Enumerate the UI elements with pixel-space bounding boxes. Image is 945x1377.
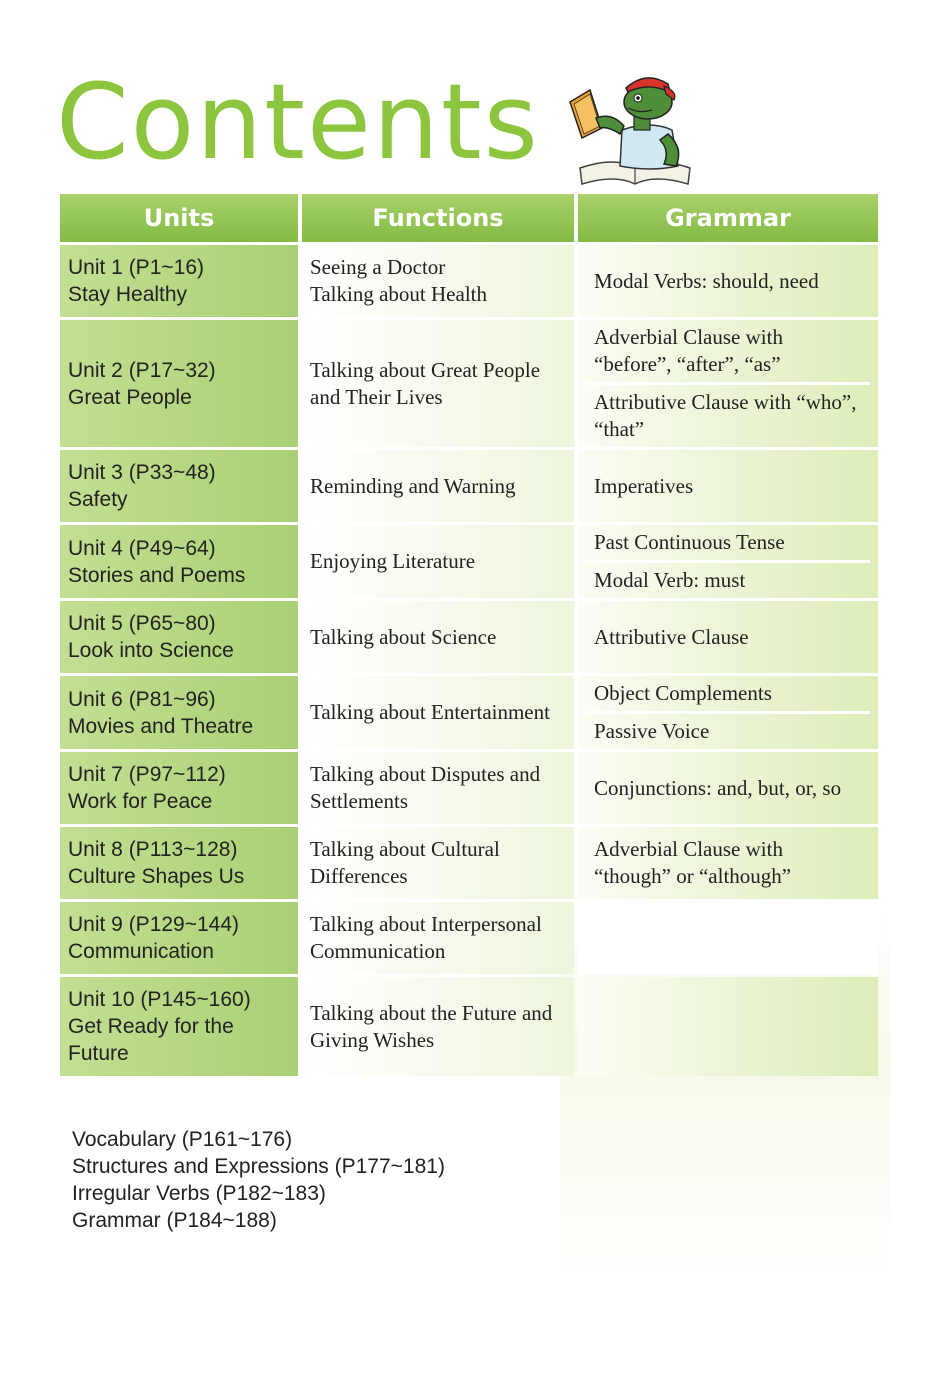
appendix-item: Irregular Verbs (P182~183)	[72, 1182, 326, 1205]
table-row	[60, 450, 878, 522]
grammar-item	[586, 1023, 870, 1031]
header-grammar: Grammar	[578, 194, 878, 242]
unit-title: Unit 1 (P1~16)	[68, 256, 204, 279]
unit-name: Get Ready for the	[68, 1015, 234, 1038]
table-row	[60, 752, 878, 824]
function-cell	[302, 245, 574, 317]
grammar-item: Modal Verbs: should, need	[594, 268, 819, 293]
table-row	[60, 902, 878, 974]
grammar-item: Imperatives	[594, 473, 694, 498]
contents-table	[56, 191, 882, 1079]
function-cell	[302, 977, 574, 1076]
grammar-item: Passive Voice	[586, 711, 870, 749]
function-text: Talking about Health	[310, 282, 487, 306]
grammar-cell	[578, 752, 878, 824]
function-cell	[302, 752, 574, 824]
grammar-item: Adverbial Clause with “before”, “after”, “as”	[594, 325, 783, 376]
function-text: Differences	[310, 864, 408, 888]
unit-cell	[60, 320, 298, 447]
unit-cell	[60, 525, 298, 598]
unit-title: Unit 7 (P97~112)	[68, 763, 226, 786]
function-text: Settlements	[310, 789, 408, 813]
grammar-cell	[578, 601, 878, 673]
unit-name: Safety	[68, 488, 128, 511]
page-title: Contents	[56, 61, 540, 183]
grammar-cell	[578, 450, 878, 522]
appendix-item: Vocabulary (P161~176)	[72, 1128, 293, 1151]
unit-title: Unit 6 (P81~96)	[68, 687, 216, 711]
unit-cell	[60, 601, 298, 673]
function-cell	[302, 525, 574, 598]
grammar-item: Past Continuous Tense	[594, 530, 785, 554]
table-row	[60, 977, 878, 1076]
unit-name: Look into Science	[68, 639, 234, 662]
unit-name: Movies and Theatre	[68, 714, 254, 738]
function-text: Enjoying Literature	[310, 549, 476, 573]
grammar-item: Attributive Clause with “who”, “that”	[586, 382, 870, 447]
grammar-cell	[578, 827, 878, 899]
appendix-item: Grammar (P184~188)	[72, 1209, 277, 1232]
unit-title: Unit 10 (P145~160)	[68, 988, 251, 1011]
table-row	[60, 525, 878, 598]
grammar-cell	[578, 320, 878, 447]
function-cell	[302, 902, 574, 974]
unit-title: Unit 8 (P113~128)	[68, 838, 238, 861]
function-text: Talking about the Future and	[310, 1000, 553, 1025]
function-text: Talking about Cultural	[310, 837, 500, 861]
grammar-cell	[578, 676, 878, 749]
unit-cell	[60, 977, 298, 1076]
unit-name: Great People	[68, 385, 192, 409]
header-units: Units	[60, 194, 298, 242]
table-row	[60, 320, 878, 447]
function-text: Talking about Great People	[310, 357, 541, 382]
table-row	[60, 827, 878, 899]
grammar-cell	[578, 245, 878, 317]
unit-name: Communication	[68, 940, 214, 963]
table-row	[60, 676, 878, 749]
unit-name: Work for Peace	[68, 790, 213, 813]
header-functions: Functions	[302, 194, 574, 242]
grammar-item: Conjunctions: and, but, or, so	[594, 775, 842, 800]
function-cell	[302, 601, 574, 673]
grammar-cell	[578, 977, 878, 1076]
function-text: Talking about Disputes and	[310, 762, 541, 786]
unit-name: Stories and Poems	[68, 563, 246, 587]
grammar-item	[586, 934, 870, 942]
grammar-item: Object Complements	[594, 681, 772, 705]
grammar-item: Attributive Clause	[594, 624, 749, 649]
table-header-row	[60, 194, 878, 242]
unit-cell	[60, 827, 298, 899]
unit-title: Unit 2 (P17~32)	[68, 358, 216, 382]
table-row	[60, 245, 878, 317]
function-text: Communication	[310, 939, 446, 963]
unit-title: Unit 5 (P65~80)	[68, 612, 216, 635]
unit-title: Unit 3 (P33~48)	[68, 461, 216, 484]
function-text: and Their Lives	[310, 384, 443, 409]
table-row	[60, 601, 878, 673]
unit-cell	[60, 676, 298, 749]
function-text: Talking about Interpersonal	[310, 912, 542, 936]
grammar-item: Adverbial Clause with “though” or “although”	[594, 837, 792, 888]
unit-title: Unit 4 (P49~64)	[68, 536, 216, 560]
appendix-list	[72, 1126, 445, 1234]
appendix-item: Structures and Expressions (P177~181)	[72, 1155, 445, 1178]
grammar-item: Modal Verb: must	[586, 560, 870, 598]
function-text: Talking about Science	[310, 624, 497, 649]
unit-cell	[60, 245, 298, 317]
function-text: Giving Wishes	[310, 1027, 435, 1052]
unit-name: Future	[68, 1042, 129, 1065]
unit-name: Stay Healthy	[68, 283, 188, 306]
unit-cell	[60, 450, 298, 522]
function-cell	[302, 450, 574, 522]
function-text: Seeing a Doctor	[310, 255, 446, 279]
unit-cell	[60, 752, 298, 824]
turtle-reading-book-icon	[560, 68, 700, 190]
unit-name: Culture Shapes Us	[68, 865, 245, 888]
function-cell	[302, 827, 574, 899]
function-text: Reminding and Warning	[310, 473, 516, 498]
unit-cell	[60, 902, 298, 974]
unit-title: Unit 9 (P129~144)	[68, 913, 240, 936]
grammar-cell	[578, 902, 878, 974]
function-cell	[302, 320, 574, 447]
grammar-cell	[578, 525, 878, 598]
function-text: Talking about Entertainment	[310, 700, 550, 724]
function-cell	[302, 676, 574, 749]
